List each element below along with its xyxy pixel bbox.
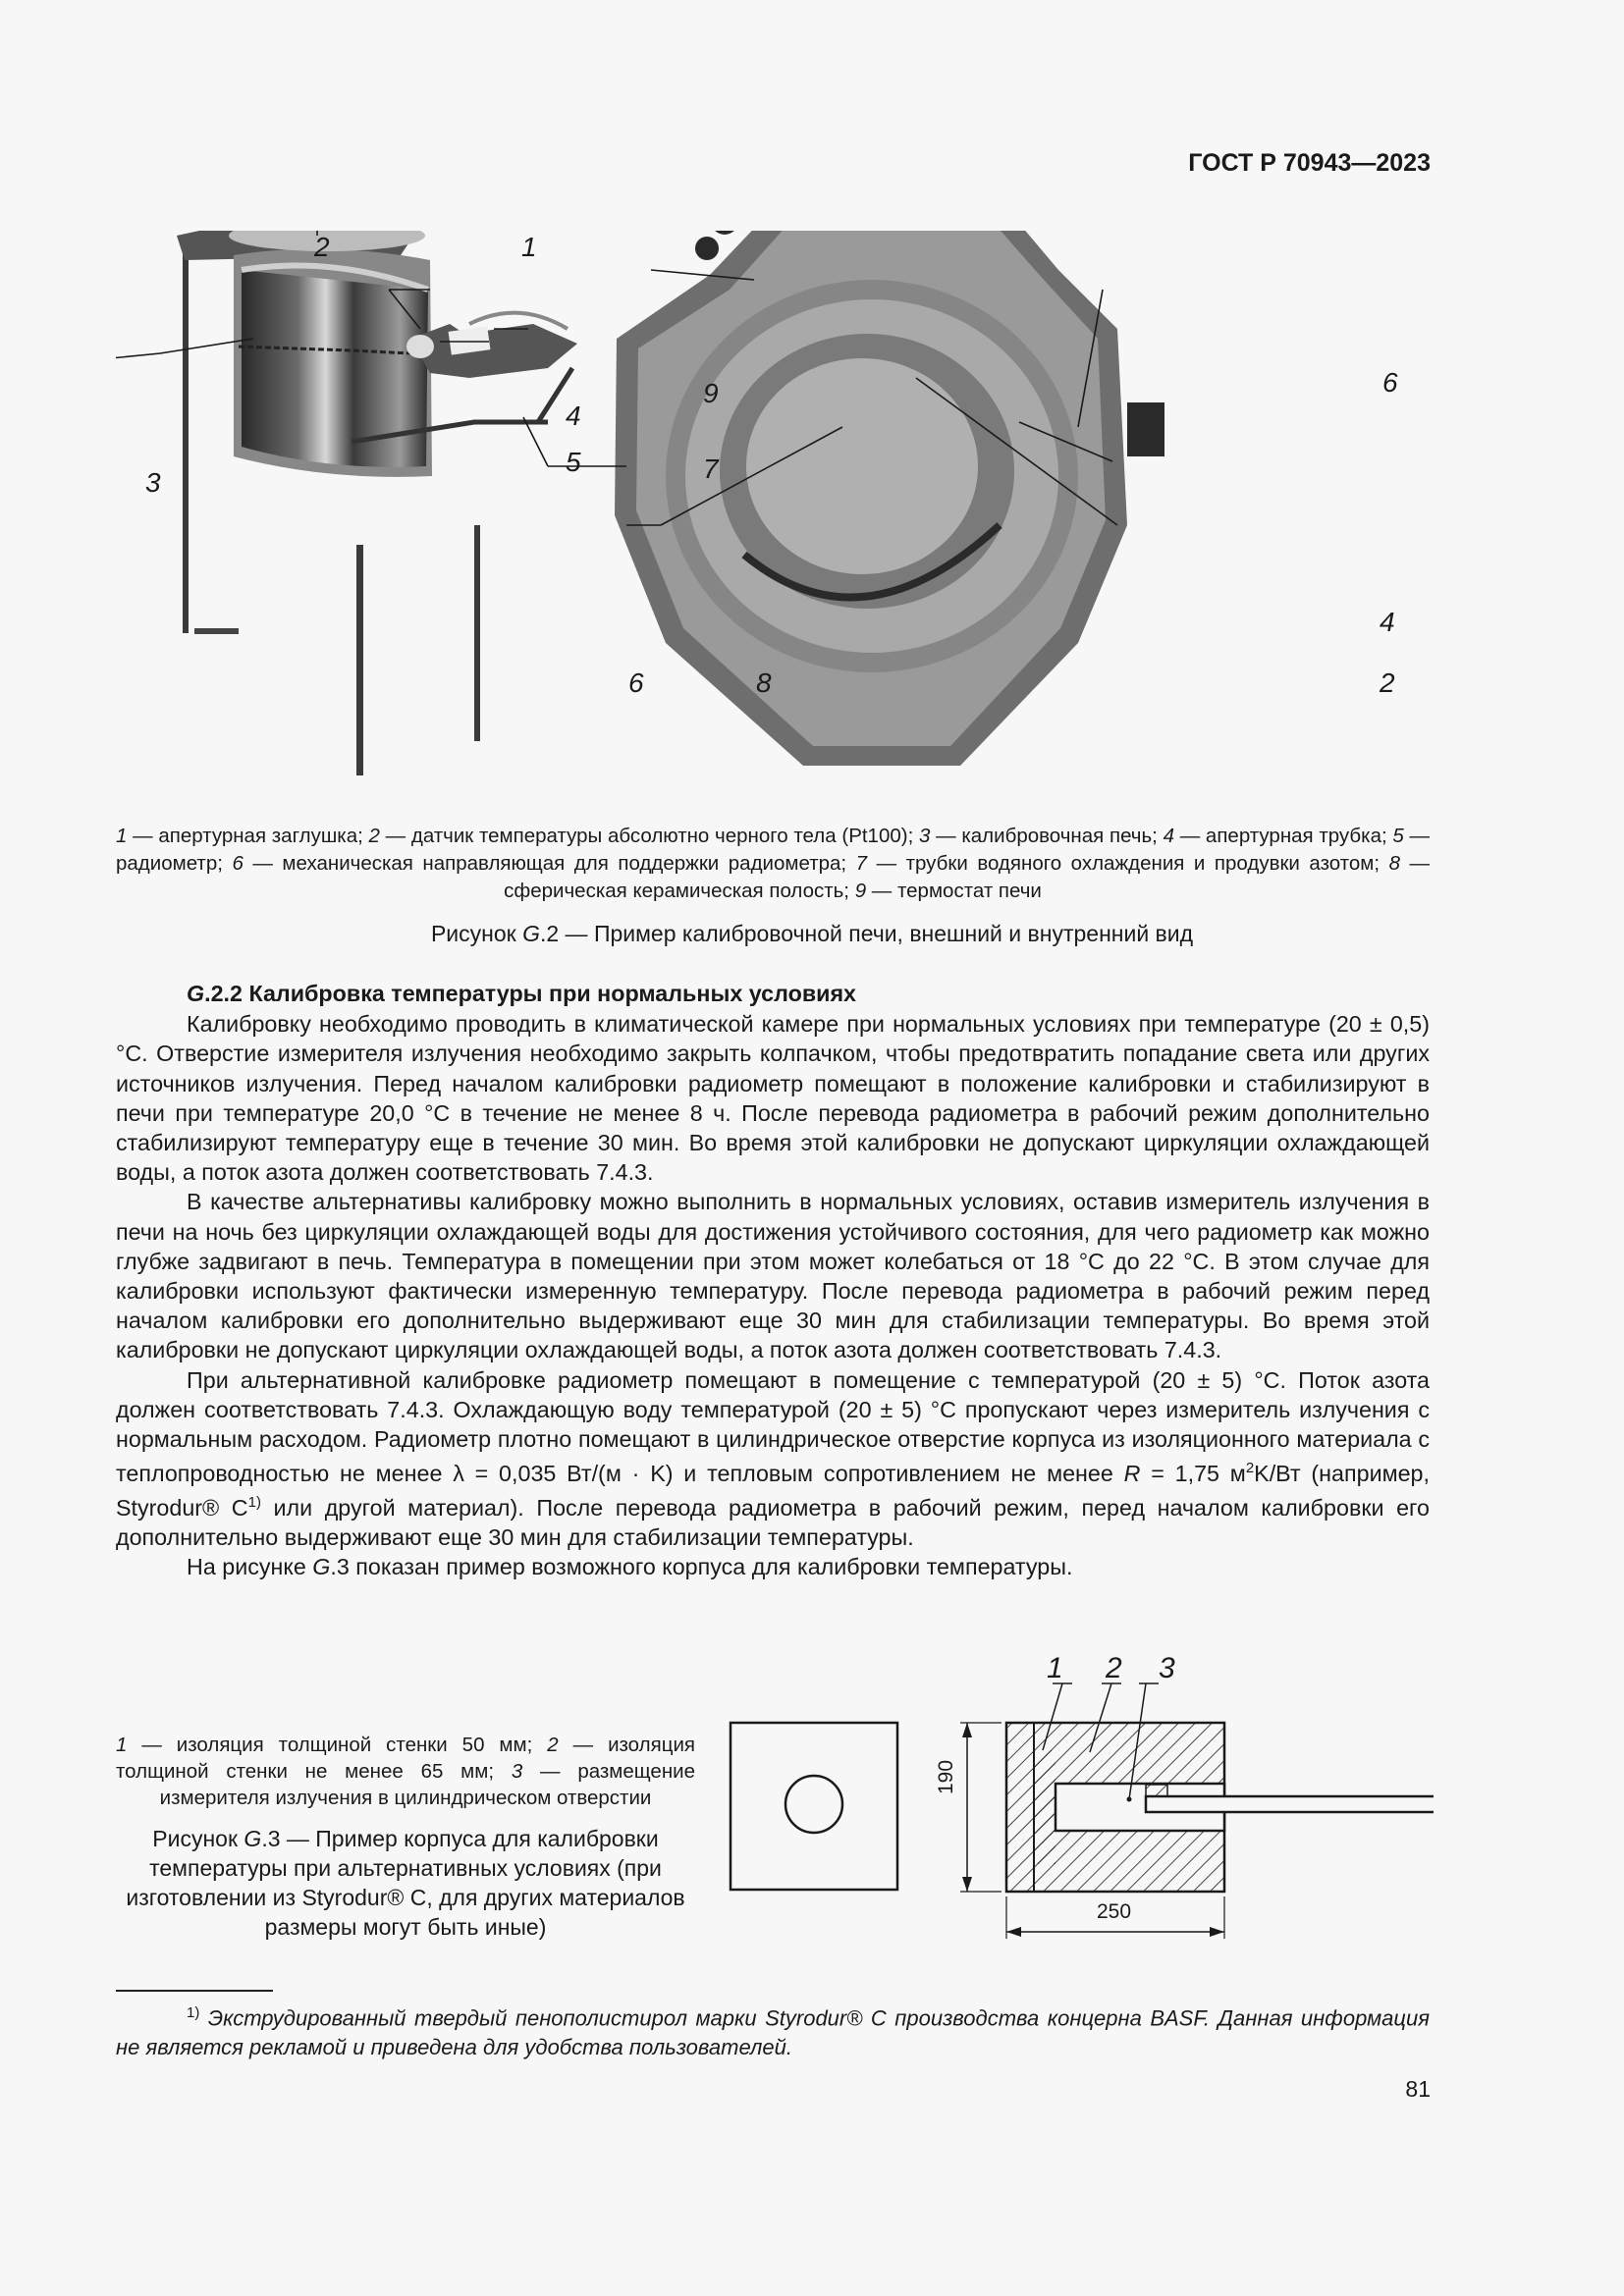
footnote-marker: 1) <box>187 2004 200 2021</box>
footnote-text: Экструдированный твердый пенополистирол марки Styrodur® С производства концерна BASF. Данная информация не является рекламой и приведена для удобства пользователей. <box>116 2005 1430 2060</box>
figure-g3-legend: 1 — изоляция толщиной стенки 50 мм; 2 — изоляция толщиной стенки не менее 65 мм; 3 — размещение измерителя излучения в цилиндрическом отверстии <box>116 1734 695 1809</box>
page-number: 81 <box>1405 2076 1431 2102</box>
callout-4: 4 <box>566 400 581 431</box>
callout-1: 1 <box>521 232 537 262</box>
document-header: ГОСТ Р 70943—2023 <box>1188 149 1431 177</box>
section-heading: G.2.2 Калибровка температуры при нормальных условиях <box>187 981 857 1006</box>
g3-callout-3: 3 <box>1159 1652 1175 1684</box>
paragraph-1: Калибровку необходимо проводить в климатической камере при нормальных условиях при температуре (20 ± 0,5) °С. Отверстие измерителя излучения необходимо закрыть колпачком, чтобы предотвратить попадание света или других источников излучения. Перед началом калибровки радиометр помещают в положение калибровки и стабилизируют в печи при температуре 20,0 °С в течение не менее 8 ч. После перевода радиометра в рабочий режим дополнительно стабилизируют температуру еще в течение 30 мин. Во время этой калибровки не допускают циркуляции охлаждающей воды, а поток азота должен соответствовать 7.4.3. <box>116 1011 1430 1186</box>
paragraph-4: На рисунке G.3 показан пример возможного корпуса для калибровки температуры. <box>187 1554 1073 1580</box>
oven-interior-drawing <box>615 231 1164 766</box>
g3-callout-2: 2 <box>1106 1652 1122 1684</box>
callout-6-right: 6 <box>1382 367 1398 398</box>
footnote <box>116 1999 1430 2062</box>
callout-3: 3 <box>145 467 161 498</box>
figure-g2-legend: 1 — апертурная заглушка; 2 — датчик температуры абсолютно черного тела (Pt100); 3 — калибровочная печь; 4 — апертурная трубка; 5 — радиометр; 6 — механическая направляющая для поддержки радиометра; 7 — трубки водяного охлаждения и продувки азотом; 8 — сферическая керамическая полость; 9 — термостат печи <box>116 825 1431 902</box>
callout-2-right: 2 <box>1380 667 1395 698</box>
callout-9: 9 <box>703 378 719 408</box>
figure-g2-caption: Рисунок G.2 — Пример калибровочной печи, внешний и внутренний вид <box>430 921 1194 946</box>
section-g-2-2 <box>116 979 1430 1582</box>
dimension-width: 250 <box>1097 1900 1132 1923</box>
callout-6: 6 <box>628 667 644 698</box>
callout-4-right: 4 <box>1380 607 1395 637</box>
figure-g2-illustration <box>116 231 1432 800</box>
callout-2: 2 <box>314 232 330 262</box>
figure-g3-drawing <box>707 1644 1434 1949</box>
callout-7: 7 <box>703 454 719 484</box>
callout-8: 8 <box>756 667 772 698</box>
footnote-separator <box>116 1990 273 1992</box>
paragraph-3: При альтернативной калибровке радиометр помещают в помещение с температурой (20 ± 5) °С. Поток азота должен соответствовать 7.4.3. Охлаждающую воду температурой (20 ± 5) °С пропускают через измеритель излучения с нормальным расходом. Радиометр плотно помещают в цилиндрическое отверстие корпуса из изоляционного материала с теплопроводностью не менее λ = 0,035 Вт/(м · K) и тепловым сопротивлением не менее R = 1,75 $м^2K/Вт$ (например, Styrodur® $С^{1)}$ или другой материал). После перевода радиометра в рабочий режим, перед началом калибровки его дополнительно выдерживают еще 30 мин для стабилизации температуры. <box>116 1366 1430 1551</box>
callout-5: 5 <box>566 447 581 477</box>
g3-callout-1: 1 <box>1047 1652 1063 1684</box>
section-view <box>1006 1723 1434 1892</box>
oven-exterior-drawing <box>177 231 577 775</box>
figure-g3-caption: Рисунок G.3 — Пример корпуса для калибровки температуры при альтернативных условиях (при изготовлении из Styrodur® С, для других материалов размеры могут быть иные) <box>126 1826 685 1940</box>
paragraph-2: В качестве альтернативы калибровку можно выполнить в нормальных условиях, оставив измеритель излучения в печи на ночь без циркуляции охлаждающей воды для достижения устойчивого состояния, для чего радиометр как можно глубже задвигают в печь. Температура в помещении при этом может колебаться от 18 °С до 22 °С. В этом случае для калибровки используют фактически измеренную температуру. После перевода радиометра в рабочий режим перед началом калибровки его дополнительно выдерживают еще 30 мин для стабилизации температуры. Во время этой калибровки не допускают циркуляции охлаждающей воды, а поток азота должен соответствовать 7.4.3. <box>116 1189 1430 1363</box>
front-view-box <box>731 1723 897 1890</box>
front-view-hole <box>785 1776 842 1833</box>
dimension-height: 190 <box>935 1759 957 1794</box>
